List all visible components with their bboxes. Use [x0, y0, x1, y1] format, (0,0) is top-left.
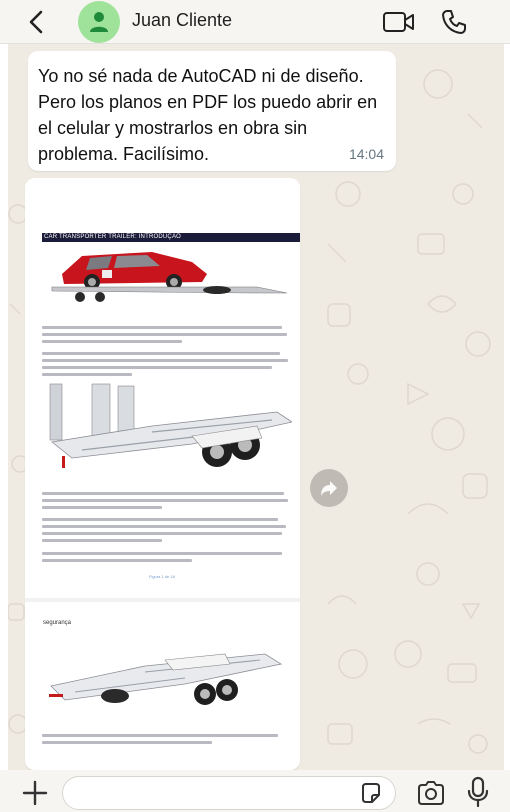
message-timestamp: 14:04	[348, 146, 384, 162]
chat-header	[0, 0, 510, 44]
forward-button[interactable]	[310, 469, 348, 507]
camera-icon[interactable]	[416, 780, 446, 806]
plus-icon[interactable]	[22, 780, 48, 806]
doc-text-line	[42, 373, 132, 376]
doc-text-line	[42, 333, 287, 336]
document-message[interactable]	[25, 178, 300, 770]
avatar[interactable]	[78, 1, 120, 43]
doc-text-line	[42, 518, 278, 521]
video-call-icon[interactable]	[382, 10, 416, 34]
document-heading: CAR TRANSPORTER TRAILER: INTRODUÇÃO	[42, 233, 300, 242]
phone-icon[interactable]	[440, 8, 468, 36]
document-page-2	[25, 602, 300, 770]
figure-caption: Figura 1 de 18	[149, 574, 175, 579]
contact-name[interactable]: Juan Cliente	[132, 10, 233, 30]
doc-text-line	[42, 559, 192, 562]
doc-text-line	[42, 552, 282, 555]
doc-text-line	[42, 741, 212, 744]
message-input-container[interactable]	[62, 776, 396, 810]
message-bubble[interactable]	[28, 51, 396, 171]
doc-text-line	[42, 506, 162, 509]
sticker-icon[interactable]	[359, 781, 383, 805]
doc-text-line	[42, 525, 286, 528]
document-page-1	[25, 178, 300, 598]
message-text: Yo no sé nada de AutoCAD ni de diseño. Pero los planos en PDF los puedo abrir en el celular y mostrarlos en obra sin problema. Facilísimo.	[38, 66, 378, 164]
car-on-trailer-image	[42, 244, 292, 302]
doc-text-line	[42, 326, 282, 329]
doc-text-line	[42, 539, 162, 542]
doc-text-line	[42, 499, 288, 502]
message-input[interactable]	[75, 782, 355, 804]
trailer-image	[42, 382, 292, 482]
forward-arrow-icon	[319, 478, 339, 498]
doc-text-line	[42, 352, 280, 355]
message-composer	[0, 770, 510, 812]
doc-text-line	[42, 492, 284, 495]
person-icon	[89, 11, 109, 33]
back-arrow-icon[interactable]	[24, 8, 50, 36]
trailer-image-2	[45, 636, 285, 716]
doc-text-line	[42, 359, 288, 362]
doc-text-line	[42, 340, 182, 343]
doc-text-line	[42, 366, 272, 369]
doc-text-line	[42, 532, 282, 535]
doc-text-line	[42, 734, 278, 737]
microphone-icon[interactable]	[466, 776, 490, 808]
page-2-label: segurança	[43, 620, 72, 626]
